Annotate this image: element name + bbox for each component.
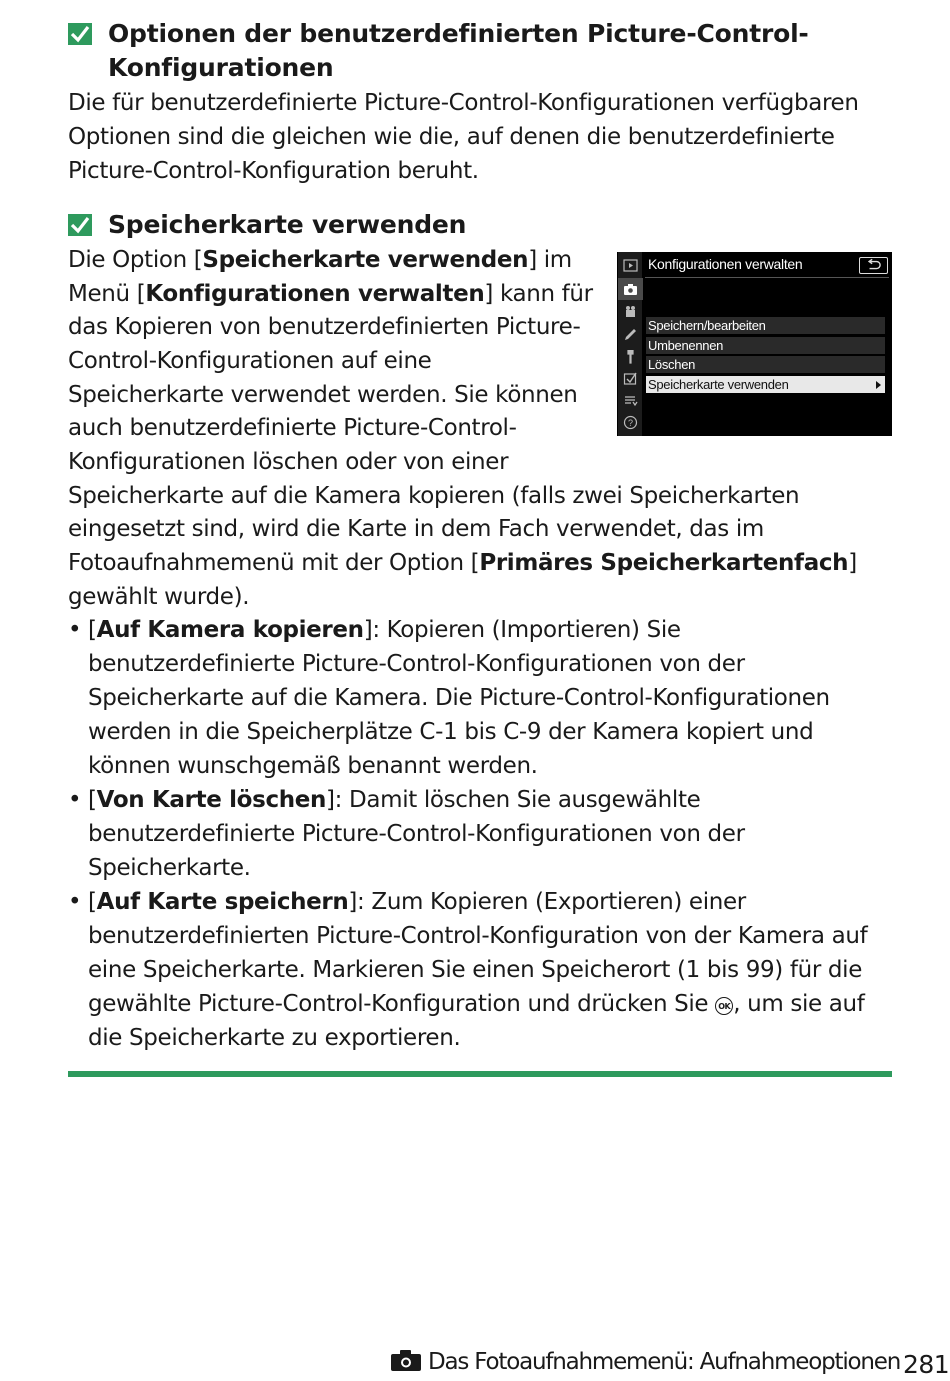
section-heading-memory-card: [68, 208, 892, 242]
body-line: Konfigurationen löschen oder von einer: [68, 449, 509, 475]
wrench-icon: [623, 349, 638, 364]
camera-icon: [623, 282, 638, 297]
heading-text: Speicherkarte verwenden: [108, 210, 467, 239]
body-line: gewählt wurde).: [68, 584, 250, 610]
menu-item-delete[interactable]: Löschen: [646, 356, 885, 373]
check-icon: [68, 214, 92, 236]
svg-text:?: ?: [627, 418, 634, 428]
section1-body: Die für benutzerdefinierte Picture-Control-Konfigurationen verfügbaren Optionen sind die gleichen wie die, auf denen die benutzerdefinierte Picture-Control-Konfiguration beruht.: [68, 90, 859, 184]
list-item: • [Von Karte löschen]: Damit löschen Sie ausgewählte benutzerdefinierte Picture-Control-Konfigurationen von der Speicherkarte.: [68, 787, 745, 881]
ok-button-icon: OK: [715, 997, 733, 1015]
menu-item-save-edit[interactable]: Speichern/bearbeiten: [646, 317, 885, 334]
check-icon: [68, 23, 92, 45]
retouch-icon: [623, 371, 638, 386]
body-line: Die Option [Speicherkarte verwenden] im: [68, 247, 572, 273]
pencil-icon: [623, 327, 638, 342]
heading-line-1: Optionen der benutzerdefinierten Picture-Control-: [108, 19, 809, 48]
help-icon: [623, 415, 638, 430]
list-item: • [Auf Kamera kopieren]: Kopieren (Importieren) Sie benutzerdefinierte Picture-Control-Konfigurationen von der Speicherkarte auf die Kamera. Die Picture-Control-Konfigurationen werden in die Speicherplätze C-1 bis C-9 der Kamera kopiert und können wunschgemäß benannt werden.: [68, 617, 830, 779]
body-line: Fotoaufnahmemenü mit der Option [Primäres Speicherkartenfach]: [68, 550, 857, 576]
body-line: Speicherkarte verwendet werden. Sie können: [68, 382, 578, 408]
heading-line-2: Konfigurationen: [108, 53, 334, 82]
movie-icon: [623, 305, 638, 320]
footer-section-label: Das Fotoaufnahmemenü: Aufnahmeoptionen: [390, 1348, 900, 1375]
camera-menu-screen: [617, 252, 892, 436]
menu-item-memory-card[interactable]: Speicherkarte verwenden: [646, 376, 885, 393]
arrow-right-icon: [876, 381, 881, 389]
title-divider: [645, 277, 889, 278]
option-list: [68, 613, 892, 1055]
section-divider: [68, 1071, 892, 1077]
body-line: das Kopieren von benutzerdefinierten Picture-: [68, 314, 581, 340]
playback-icon: [623, 258, 638, 273]
page-number: 281: [903, 1350, 950, 1379]
section-heading-options: [68, 17, 892, 85]
camera-icon: [390, 1348, 422, 1372]
menu-sidebar: [618, 252, 642, 436]
body-line: Menü [Konfigurationen verwalten] kann für: [68, 281, 593, 307]
back-icon[interactable]: [859, 257, 888, 274]
body-line: eingesetzt sind, wird die Karte in dem Fach verwendet, das im: [68, 516, 764, 542]
body-line: auch benutzerdefinierte Picture-Control-: [68, 415, 517, 441]
body-line: Control-Konfigurationen auf eine: [68, 348, 432, 374]
list-item: • [Auf Karte speichern]: Zum Kopieren (Exportieren) einer benutzerdefinierten Picture-Control-Konfiguration von der Kamera auf eine Speicherkarte. Markieren Sie einen Speicherort (1 bis 99) für die gewählte Picture-Control-Konfiguration und drücken Sie OK , um sie auf die Speicherkarte zu exportieren.: [68, 889, 868, 1051]
my-menu-icon: [623, 393, 638, 408]
screen-title: Konfigurationen verwalten: [648, 256, 803, 272]
menu-item-rename[interactable]: Umbenennen: [646, 337, 885, 354]
body-line: Speicherkarte auf die Kamera kopieren (falls zwei Speicherkarten: [68, 483, 800, 509]
